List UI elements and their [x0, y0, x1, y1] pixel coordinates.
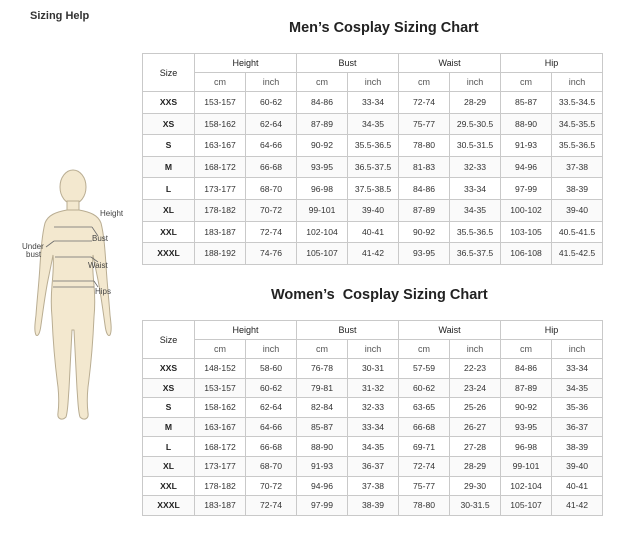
measurement-cell: 70-72: [246, 199, 297, 221]
page-heading: Sizing Help: [30, 10, 90, 22]
measurement-cell: 34-35: [450, 199, 501, 221]
measurement-cell: 33-34: [552, 359, 603, 379]
unit-header: cm: [399, 340, 450, 359]
measurement-cell: 41-42: [552, 496, 603, 516]
unit-header: cm: [195, 340, 246, 359]
measurement-cell: 37-38: [348, 476, 399, 496]
table-row: [143, 456, 603, 476]
measurement-cell: 91-93: [297, 456, 348, 476]
table-row: [143, 156, 603, 178]
measurement-cell: 87-89: [501, 378, 552, 398]
measurement-cell: 178-182: [195, 199, 246, 221]
size-cell: XXXL: [143, 243, 195, 265]
measurement-cell: 153-157: [195, 92, 246, 114]
measurement-cell: 66-68: [246, 156, 297, 178]
measurement-cell: 28-29: [450, 92, 501, 114]
table-row: [143, 398, 603, 418]
measurement-cell: 68-70: [246, 178, 297, 200]
table-row: [143, 199, 603, 221]
table-row: [143, 417, 603, 437]
measurement-cell: 68-70: [246, 456, 297, 476]
measurement-cell: 78-80: [399, 135, 450, 157]
table-row: [143, 135, 603, 157]
measurement-cell: 103-105: [501, 221, 552, 243]
measurement-cell: 99-101: [501, 456, 552, 476]
unit-header: inch: [246, 340, 297, 359]
measurement-cell: 69-71: [399, 437, 450, 457]
measurement-cell: 94-96: [297, 476, 348, 496]
size-cell: XXS: [143, 92, 195, 114]
measurement-cell: 94-96: [501, 156, 552, 178]
men-chart-title: Men’s Cosplay Sizing Chart: [289, 20, 479, 36]
measurement-cell: 64-66: [246, 417, 297, 437]
measurement-cell: 35.5-36.5: [450, 221, 501, 243]
measurement-cell: 33-34: [348, 92, 399, 114]
measurement-cell: 25-26: [450, 398, 501, 418]
waist-column-header: Waist: [399, 54, 501, 73]
measurement-cell: 34.5-35.5: [552, 113, 603, 135]
measurement-cell: 35.5-36.5: [552, 135, 603, 157]
unit-header: inch: [348, 73, 399, 92]
measurement-cell: 60-62: [246, 92, 297, 114]
measurement-cell: 37.5-38.5: [348, 178, 399, 200]
unit-header: cm: [297, 340, 348, 359]
measurement-cell: 70-72: [246, 476, 297, 496]
measurement-cell: 90-92: [399, 221, 450, 243]
measurement-cell: 105-107: [297, 243, 348, 265]
measurement-cell: 23-24: [450, 378, 501, 398]
measurement-cell: 72-74: [399, 92, 450, 114]
size-cell: S: [143, 135, 195, 157]
measurement-cell: 27-28: [450, 437, 501, 457]
measurement-cell: 74-76: [246, 243, 297, 265]
measurement-cell: 57-59: [399, 359, 450, 379]
measurement-cell: 32-33: [348, 398, 399, 418]
measurement-cell: 34-35: [552, 378, 603, 398]
measurement-cell: 62-64: [246, 113, 297, 135]
measurement-cell: 85-87: [297, 417, 348, 437]
measurement-cell: 106-108: [501, 243, 552, 265]
measurement-cell: 99-101: [297, 199, 348, 221]
measurement-cell: 93-95: [501, 417, 552, 437]
size-cell: XL: [143, 456, 195, 476]
measurement-cell: 38-39: [552, 178, 603, 200]
measurement-cell: 38-39: [552, 437, 603, 457]
measurement-cell: 168-172: [195, 437, 246, 457]
size-cell: XXL: [143, 221, 195, 243]
hip-column-header: Hip: [501, 54, 603, 73]
measurement-cell: 90-92: [297, 135, 348, 157]
table-row: [143, 113, 603, 135]
measurement-cell: 100-102: [501, 199, 552, 221]
height-column-header: Height: [195, 321, 297, 340]
under-bust-label-line1: Under: [22, 242, 44, 251]
measurement-cell: 40-41: [348, 221, 399, 243]
measurement-cell: 40-41: [552, 476, 603, 496]
size-cell: XS: [143, 113, 195, 135]
measurement-cell: 85-87: [501, 92, 552, 114]
unit-header: inch: [246, 73, 297, 92]
measurement-cell: 30.5-31.5: [450, 135, 501, 157]
measurement-cell: 36.5-37.5: [348, 156, 399, 178]
bust-column-header: Bust: [297, 321, 399, 340]
measurement-cell: 105-107: [501, 496, 552, 516]
under-bust-label-line2: bust: [26, 250, 42, 259]
measurement-cell: 72-74: [246, 496, 297, 516]
measurement-cell: 39-40: [552, 456, 603, 476]
men-size-table: [142, 53, 603, 265]
measurement-cell: 35-36: [552, 398, 603, 418]
measurement-cell: 183-187: [195, 221, 246, 243]
unit-header: inch: [450, 340, 501, 359]
measurement-cell: 163-167: [195, 417, 246, 437]
waist-column-header: Waist: [399, 321, 501, 340]
measurement-cell: 33-34: [348, 417, 399, 437]
unit-header: inch: [450, 73, 501, 92]
measurement-cell: 87-89: [399, 199, 450, 221]
measurement-cell: 62-64: [246, 398, 297, 418]
table-row: [143, 178, 603, 200]
measurement-cell: 178-182: [195, 476, 246, 496]
measurement-cell: 66-68: [246, 437, 297, 457]
measurement-cell: 76-78: [297, 359, 348, 379]
body-measurement-figure: [18, 165, 138, 435]
measurement-cell: 36-37: [348, 456, 399, 476]
size-column-header: Size: [143, 321, 195, 359]
measurement-cell: 39-40: [552, 199, 603, 221]
measurement-cell: 183-187: [195, 496, 246, 516]
measurement-cell: 91-93: [501, 135, 552, 157]
measurement-cell: 88-90: [297, 437, 348, 457]
measurement-cell: 40.5-41.5: [552, 221, 603, 243]
measurement-cell: 79-81: [297, 378, 348, 398]
measurement-cell: 158-162: [195, 113, 246, 135]
unit-header: cm: [195, 73, 246, 92]
size-cell: L: [143, 178, 195, 200]
measurement-cell: 84-86: [399, 178, 450, 200]
size-column-header: Size: [143, 54, 195, 92]
measurement-cell: 33.5-34.5: [552, 92, 603, 114]
measurement-cell: 84-86: [501, 359, 552, 379]
measurement-cell: 88-90: [501, 113, 552, 135]
size-cell: S: [143, 398, 195, 418]
measurement-cell: 81-83: [399, 156, 450, 178]
measurement-cell: 163-167: [195, 135, 246, 157]
measurement-cell: 148-152: [195, 359, 246, 379]
measurement-cell: 87-89: [297, 113, 348, 135]
table-row: [143, 92, 603, 114]
measurement-cell: 102-104: [297, 221, 348, 243]
measurement-cell: 30-31: [348, 359, 399, 379]
measurement-cell: 93-95: [399, 243, 450, 265]
measurement-cell: 82-84: [297, 398, 348, 418]
measurement-cell: 84-86: [297, 92, 348, 114]
size-cell: XL: [143, 199, 195, 221]
measurement-cell: 26-27: [450, 417, 501, 437]
unit-header: inch: [552, 73, 603, 92]
measurement-cell: 66-68: [399, 417, 450, 437]
measurement-cell: 173-177: [195, 178, 246, 200]
measurement-cell: 39-40: [348, 199, 399, 221]
measurement-cell: 97-99: [501, 178, 552, 200]
measurement-cell: 64-66: [246, 135, 297, 157]
measurement-cell: 31-32: [348, 378, 399, 398]
measurement-cell: 41-42: [348, 243, 399, 265]
table-row: [143, 496, 603, 516]
measurement-cell: 78-80: [399, 496, 450, 516]
measurement-cell: 96-98: [501, 437, 552, 457]
size-cell: XS: [143, 378, 195, 398]
size-cell: M: [143, 156, 195, 178]
measurement-cell: 158-162: [195, 398, 246, 418]
height-column-header: Height: [195, 54, 297, 73]
measurement-cell: 58-60: [246, 359, 297, 379]
measurement-cell: 37-38: [552, 156, 603, 178]
measurement-cell: 75-77: [399, 476, 450, 496]
unit-header: cm: [297, 73, 348, 92]
women-chart-title: Women’s Cosplay Sizing Chart: [271, 287, 488, 303]
size-cell: M: [143, 417, 195, 437]
measurement-cell: 33-34: [450, 178, 501, 200]
hips-label: Hips: [95, 287, 112, 296]
unit-header: cm: [399, 73, 450, 92]
measurement-cell: 35.5-36.5: [348, 135, 399, 157]
size-cell: L: [143, 437, 195, 457]
bust-column-header: Bust: [297, 54, 399, 73]
table-row: [143, 476, 603, 496]
measurement-cell: 22-23: [450, 359, 501, 379]
size-cell: XXS: [143, 359, 195, 379]
measurement-cell: 75-77: [399, 113, 450, 135]
measurement-cell: 34-35: [348, 113, 399, 135]
unit-header: cm: [501, 340, 552, 359]
measurement-cell: 38-39: [348, 496, 399, 516]
unit-header: cm: [501, 73, 552, 92]
measurement-cell: 36-37: [552, 417, 603, 437]
measurement-cell: 28-29: [450, 456, 501, 476]
table-row: [143, 243, 603, 265]
unit-header: inch: [348, 340, 399, 359]
measurement-cell: 97-99: [297, 496, 348, 516]
size-cell: XXL: [143, 476, 195, 496]
measurement-cell: 173-177: [195, 456, 246, 476]
height-label: Height: [100, 209, 124, 218]
measurement-cell: 30-31.5: [450, 496, 501, 516]
measurement-cell: 90-92: [501, 398, 552, 418]
measurement-cell: 29.5-30.5: [450, 113, 501, 135]
bust-label: Bust: [92, 234, 109, 243]
measurement-cell: 96-98: [297, 178, 348, 200]
measurement-cell: 63-65: [399, 398, 450, 418]
hip-column-header: Hip: [501, 321, 603, 340]
measurement-cell: 153-157: [195, 378, 246, 398]
measurement-cell: 102-104: [501, 476, 552, 496]
measurement-cell: 60-62: [399, 378, 450, 398]
measurement-cell: 36.5-37.5: [450, 243, 501, 265]
measurement-cell: 60-62: [246, 378, 297, 398]
women-size-table: [142, 320, 603, 516]
table-row: [143, 221, 603, 243]
measurement-cell: 168-172: [195, 156, 246, 178]
measurement-cell: 72-74: [246, 221, 297, 243]
table-row: [143, 359, 603, 379]
measurement-cell: 72-74: [399, 456, 450, 476]
measurement-cell: 32-33: [450, 156, 501, 178]
table-row: [143, 378, 603, 398]
size-cell: XXXL: [143, 496, 195, 516]
table-row: [143, 437, 603, 457]
measurement-cell: 41.5-42.5: [552, 243, 603, 265]
body-silhouette-icon: [18, 165, 138, 435]
measurement-cell: 93-95: [297, 156, 348, 178]
waist-label: Waist: [88, 261, 108, 270]
measurement-cell: 34-35: [348, 437, 399, 457]
unit-header: inch: [552, 340, 603, 359]
measurement-cell: 29-30: [450, 476, 501, 496]
measurement-cell: 188-192: [195, 243, 246, 265]
